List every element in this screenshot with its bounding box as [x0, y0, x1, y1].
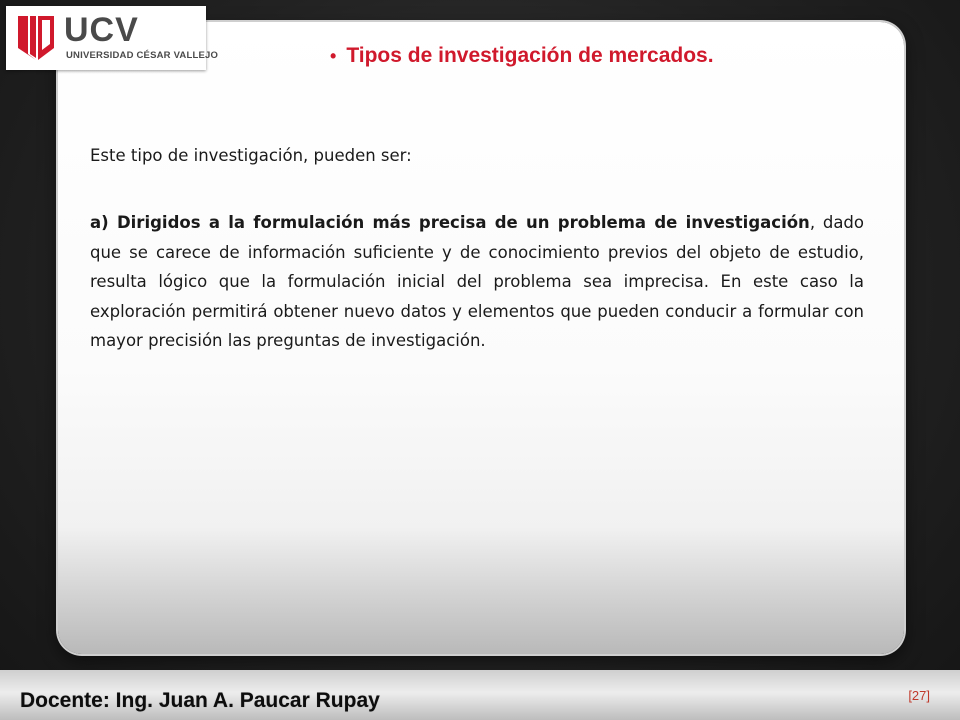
logo-subtitle: UNIVERSIDAD CÉSAR VALLEJO — [66, 50, 219, 61]
university-logo — [6, 6, 219, 70]
footer-docente: Docente: Ing. Juan A. Paucar Rupay — [20, 689, 380, 712]
intro-text: Este tipo de investigación, pueden ser: — [90, 146, 412, 165]
page-number: [27] — [908, 688, 930, 703]
slide-title — [330, 44, 714, 68]
paragraph-a — [90, 208, 864, 356]
paragraph-a-label: a) Dirigidos a la formulación más precisa de un problema de investigación — [90, 213, 810, 232]
slide-title-text: Tipos de investigación de mercados. — [346, 44, 714, 67]
ucv-shield-icon — [16, 14, 56, 62]
logo-word: UCV — [64, 11, 139, 49]
paragraph-a-body: , dado que se carece de información suficiente y de conocimiento previos del objeto de estudio, resulta lógico que la formulación inicial del problema sea imprecisa. En este caso la exploración permitirá obtener nuevo datos y elementos que pueden conducir a formular con mayor precisión las preguntas de investigación. — [90, 213, 864, 350]
title-bullet: • — [330, 46, 337, 66]
